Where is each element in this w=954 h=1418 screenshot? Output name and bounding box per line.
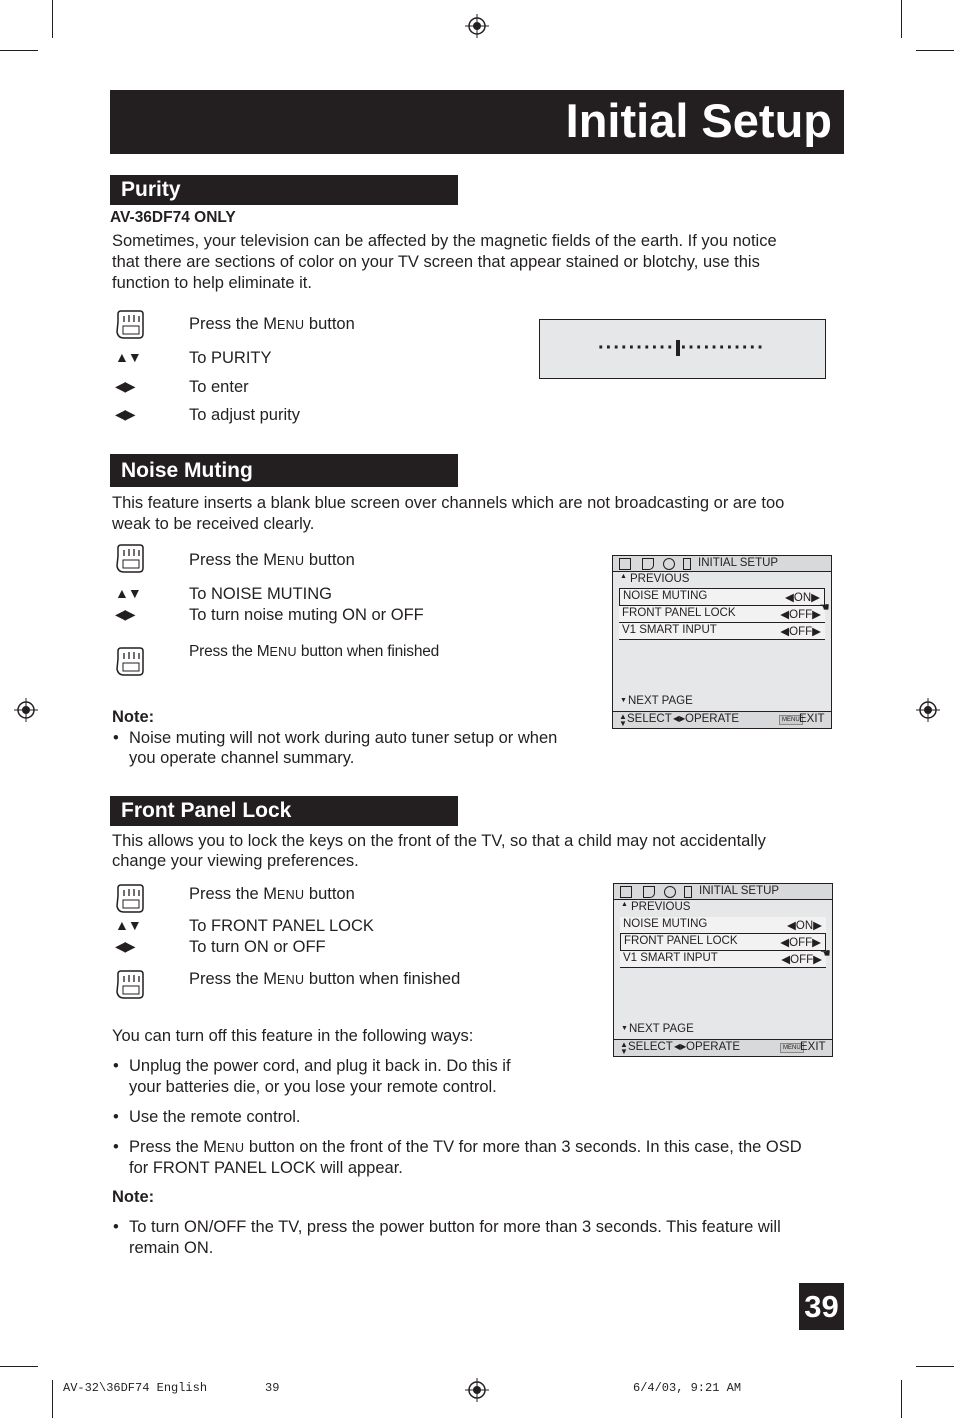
osd-footer: [614, 1039, 832, 1056]
bullet: •: [113, 1218, 119, 1236]
osd-row-value: ◀OFF▶: [780, 937, 821, 949]
pointer-hand-icon: ☚: [819, 600, 830, 614]
osd-row: [620, 933, 826, 951]
osd-row: [619, 623, 825, 640]
select-arrows-icon: ▲ ▼: [619, 712, 627, 728]
purity-intro-line: Sometimes, your television can be affected by the magnetic fields of the earth. If you notice: [112, 232, 777, 250]
left-right-arrows-icon: ◀▶: [115, 938, 135, 954]
osd-next-page: NEXT PAGE: [628, 695, 693, 707]
crop-mark: [901, 0, 902, 38]
osd-select: SELECT: [627, 713, 672, 725]
way-line: for FRONT PANEL LOCK will appear.: [129, 1159, 403, 1177]
purity-slider: ·········· ···········: [598, 337, 765, 359]
remote-icon: [684, 886, 692, 898]
clock-icon: [664, 886, 676, 898]
operate-arrows-icon: ◀▶: [674, 1042, 687, 1051]
page-number: 39: [799, 1283, 844, 1330]
up-down-arrows-icon: ▲▼: [115, 349, 141, 365]
step-to-front-panel-lock: To FRONT PANEL LOCK: [189, 917, 374, 935]
model-note: AV-36DF74 ONLY: [110, 209, 236, 226]
document-icon: [642, 558, 654, 570]
menu-chip: MENU: [779, 715, 803, 725]
left-right-arrows-icon: ◀▶: [115, 606, 135, 622]
osd-row-label: NOISE MUTING: [623, 918, 708, 930]
section-heading-noise-muting: Noise Muting: [110, 454, 458, 487]
step-to-noise-muting: To NOISE MUTING: [189, 585, 333, 603]
crop-mark: [0, 50, 38, 51]
page-title: Initial Setup: [565, 94, 832, 147]
left-right-arrows-icon: ◀▶: [115, 406, 135, 422]
osd-row-label: V1 SMART INPUT: [622, 624, 717, 636]
tv-icon: [620, 886, 632, 898]
slider-thumb: [676, 340, 680, 356]
osd-row: [619, 588, 825, 606]
step-to-enter: To enter: [189, 378, 249, 396]
osd-previous: PREVIOUS: [631, 901, 691, 913]
operate-arrows-icon: ◀▶: [673, 714, 686, 723]
up-down-arrows-icon: ▲▼: [115, 585, 141, 601]
purity-slider-screen: [539, 319, 826, 379]
bullet: •: [113, 1057, 119, 1075]
crop-mark: [0, 1366, 38, 1367]
osd-title: INITIAL SETUP: [698, 557, 779, 569]
way-line: Use the remote control.: [129, 1108, 301, 1126]
ways-intro: You can turn off this feature in the following ways:: [112, 1027, 474, 1045]
osd-previous: PREVIOUS: [630, 573, 690, 585]
osd-header: [614, 884, 832, 900]
bullet: •: [113, 729, 119, 747]
osd-title: INITIAL SETUP: [699, 885, 780, 897]
menu-button-hand-icon: [112, 645, 146, 677]
remote-icon: [683, 558, 691, 570]
osd-row-label: FRONT PANEL LOCK: [624, 935, 738, 947]
footer-datetime: 6/4/03, 9:21 AM: [633, 1381, 742, 1395]
step-turn-on-off: To turn noise muting ON or OFF: [189, 606, 424, 624]
osd-row-value: ◀OFF▶: [780, 609, 821, 621]
osd-exit: EXIT: [800, 1041, 826, 1053]
footer-page: 39: [265, 1381, 280, 1395]
osd-row-value: ◀OFF▶: [781, 954, 822, 966]
registration-mark-icon: [465, 14, 489, 38]
way-line: Unplug the power cord, and plug it back in. Do this if: [129, 1057, 511, 1075]
step-press-menu-finished: Press the MENU button when finished: [189, 970, 461, 988]
crop-mark: [901, 1380, 902, 1418]
osd-next-page: NEXT PAGE: [629, 1023, 694, 1035]
way-line: Press the MENU button on the front of the TV for more than 3 seconds. In this case, the OSD: [129, 1138, 802, 1156]
clock-icon: [663, 558, 675, 570]
down-triangle-icon: ▼: [620, 697, 627, 704]
step-press-menu: Press the MENU button: [189, 885, 355, 903]
note-label: Note:: [112, 708, 155, 726]
purity-intro-line: that there are sections of color on your TV screen that appear stained or blotchy, use this: [112, 253, 760, 271]
way-line: your batteries die, or you lose your remote control.: [129, 1078, 497, 1096]
osd-row-label: NOISE MUTING: [623, 590, 708, 602]
up-triangle-icon: ▲: [620, 573, 627, 580]
osd-row-value: ◀ON▶: [787, 920, 822, 932]
osd-row-value: ◀ON▶: [785, 592, 820, 604]
osd-row-value: ◀OFF▶: [780, 626, 821, 638]
step-turn-on-off: To turn ON or OFF: [189, 938, 326, 956]
osd-row-label: FRONT PANEL LOCK: [622, 607, 736, 619]
osd-footer: [613, 711, 831, 728]
osd-menu-noise-muting: [612, 555, 832, 729]
menu-button-hand-icon: [112, 308, 146, 340]
up-triangle-icon: ▲: [621, 901, 628, 908]
osd-row: [620, 917, 826, 934]
fpl-intro-line: change your viewing preferences.: [112, 852, 359, 870]
bullet: •: [113, 1138, 119, 1156]
osd-row: [620, 951, 826, 968]
menu-button-hand-icon: [112, 968, 146, 1000]
crop-mark: [916, 50, 954, 51]
select-arrows-icon: ▲ ▼: [620, 1040, 628, 1056]
title-banner: [110, 90, 844, 154]
step-to-adjust: To adjust purity: [189, 406, 300, 424]
section-heading-purity: Purity: [110, 175, 458, 205]
osd-row: [619, 606, 825, 623]
menu-button-hand-icon: [112, 882, 146, 914]
osd-operate: OPERATE: [685, 713, 740, 725]
purity-intro-line: function to help eliminate it.: [112, 274, 312, 292]
noise-note-line: Noise muting will not work during auto tuner setup or when: [129, 729, 558, 747]
crop-mark: [52, 1380, 53, 1418]
down-triangle-icon: ▼: [621, 1025, 628, 1032]
step-press-menu: Press the MENU button: [189, 315, 355, 333]
registration-mark-icon: [465, 1378, 489, 1402]
noise-intro-line: weak to be received clearly.: [112, 515, 315, 533]
left-right-arrows-icon: ◀▶: [115, 378, 135, 394]
crop-mark: [916, 1366, 954, 1367]
step-press-menu: Press the MENU button: [189, 551, 355, 569]
fpl-note-line: To turn ON/OFF the TV, press the power button for more than 3 seconds. This feature will: [129, 1218, 781, 1236]
registration-mark-icon: [14, 698, 38, 722]
menu-chip: MENU: [780, 1043, 804, 1053]
fpl-intro-line: This allows you to lock the keys on the front of the TV, so that a child may not accidentally: [112, 832, 766, 850]
osd-header: [613, 556, 831, 572]
osd-operate: OPERATE: [686, 1041, 741, 1053]
noise-intro-line: This feature inserts a blank blue screen over channels which are not broadcasting or are too: [112, 494, 785, 512]
osd-row-label: V1 SMART INPUT: [623, 952, 718, 964]
osd-menu-front-panel-lock: [613, 883, 833, 1057]
menu-button-hand-icon: [112, 542, 146, 574]
pointer-hand-icon: ☚: [820, 946, 831, 960]
footer-file: AV-32\36DF74 English: [63, 1381, 208, 1395]
osd-select: SELECT: [628, 1041, 673, 1053]
step-press-menu-finished: Press the MENU button when finished: [189, 643, 440, 660]
note-label: Note:: [112, 1188, 155, 1206]
bullet: •: [113, 1108, 119, 1126]
registration-mark-icon: [916, 698, 940, 722]
osd-exit: EXIT: [799, 713, 825, 725]
document-icon: [643, 886, 655, 898]
section-heading-front-panel-lock: Front Panel Lock: [110, 796, 458, 826]
up-down-arrows-icon: ▲▼: [115, 917, 141, 933]
noise-note-line: you operate channel summary.: [129, 749, 355, 767]
crop-mark: [52, 0, 53, 38]
fpl-note-line: remain ON.: [129, 1239, 214, 1257]
step-to-purity: To PURITY: [189, 349, 272, 367]
tv-icon: [619, 558, 631, 570]
